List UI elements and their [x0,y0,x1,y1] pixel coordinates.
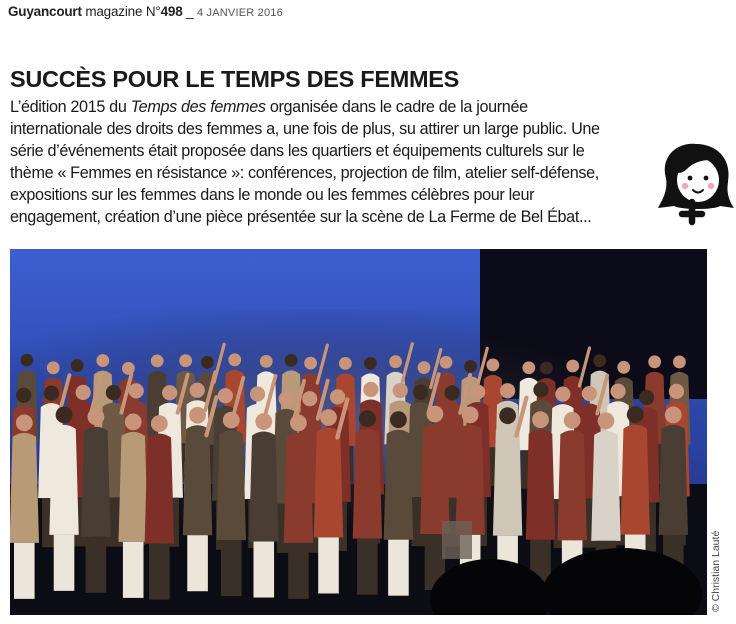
performer-head [566,360,579,373]
performer-head [540,362,553,375]
performer-head [179,354,192,367]
performer-head [413,385,428,400]
issue-prefix: N° [145,4,161,19]
body-line: expositions sur les femmes dans le monde ou les femmes célèbres pour leur [10,186,535,204]
performer-body [314,427,343,537]
performer-legs [288,543,309,599]
performer-legs [54,535,75,591]
performer-head [639,390,654,405]
performer-head [320,409,337,426]
performer-head [533,382,548,397]
performer-head [218,388,233,403]
performer-head [16,414,33,431]
performer-head [418,361,431,374]
body-line: engagement, création d’une pièce présentée sur la scène de La Ferme de Bel Ébat... [10,208,592,226]
performer-head [125,414,142,431]
performer-head [96,354,109,367]
performer-head [279,391,294,406]
issue-number: 498 [160,4,183,19]
performer-legs [149,544,170,600]
performer-head [499,407,516,424]
performer-legs [14,543,35,599]
performer-head [255,413,272,430]
performer-head [16,388,31,403]
performer-body [10,433,39,543]
performer-head [87,408,104,425]
performer-body [49,425,78,535]
performer-head [464,360,477,373]
body-line: série d’événements était proposée dans les quartiers et équipements culturels sur le [10,142,585,160]
performer-body [249,432,278,542]
performer-body [557,430,586,540]
performer-head [393,383,408,398]
performer-head [190,383,205,398]
performer-head [285,354,298,367]
performer-legs [388,540,409,596]
performer-head [260,355,273,368]
event-name-italic: Temps des femmes [130,98,266,116]
header-separator: _ [186,4,194,19]
performer-head [500,383,515,398]
performer-legs [187,535,208,591]
performer-legs [86,537,107,593]
body-line: thème « Femmes en résistance »: conférences, projection de film, atelier self-défense, [10,164,599,182]
performer-head [302,391,317,406]
performer-head [532,411,549,428]
performer-head [445,385,460,400]
performer-head [427,406,444,423]
performer-body [81,427,110,537]
performer-head [627,406,644,423]
stage-photo-image [10,249,707,615]
issue-date: 4 JANVIER 2016 [196,7,283,19]
performer-legs [253,542,274,598]
performer-head [669,384,684,399]
performer-head [151,415,168,432]
performer-body [284,433,313,543]
performer-head [189,407,206,424]
performer-head [598,412,615,429]
performer-head [304,357,317,370]
article-body [10,96,670,228]
performer-head [617,361,630,374]
performer-body [526,430,555,540]
performer-head [339,357,352,370]
performer-head [76,385,91,400]
performer-legs [123,542,144,598]
body-text-segment: L’édition 2015 du [10,98,131,116]
performer-head [440,356,453,369]
performer-head [359,410,376,427]
stage-photo [10,249,707,615]
performer-head [122,362,135,375]
photo-credit: © Christian Lauté [710,530,722,612]
performer-head [71,359,84,372]
performer-legs [318,537,339,593]
performer-body [493,426,522,536]
performer-head [648,355,661,368]
performer-head [330,389,345,404]
performer-body [217,430,246,540]
performer-head [555,386,570,401]
performer-head [106,385,121,400]
performer-head [129,383,144,398]
performer-body [183,425,212,535]
body-line [10,96,670,118]
performer-head [201,356,214,369]
performer-body [119,432,148,542]
magazine-brand: Guyancourt [8,4,82,19]
performer-head [522,361,535,374]
performer-body [145,434,174,544]
woman-symbol-mascot-icon [652,138,736,238]
magazine-label: magazine [85,4,143,19]
performer-head [151,354,164,367]
performer-head [223,412,240,429]
performer-head [364,357,377,370]
performer-head [47,361,60,374]
performer-body [420,424,449,534]
performer-head [56,406,73,423]
performer-head [673,356,686,369]
performer-head [593,354,606,367]
performer-body [621,425,650,535]
performer-head [162,385,177,400]
performer-body [455,425,484,535]
performer-head [665,406,682,423]
article-title: SUCCÈS POUR LE TEMPS DES FEMMES [10,66,460,92]
performer-body [353,429,382,539]
performer-body [384,430,413,540]
performer-legs [357,539,378,595]
performer-body [659,425,688,535]
performer-legs [221,540,242,596]
performer-head [363,382,378,397]
magazine-header [8,4,283,19]
performer-head [250,386,265,401]
body-text-segment: organisée dans le cadre de la journée [265,98,528,116]
performer-head [389,355,402,368]
performer-head [44,386,59,401]
body-line: internationale des droits des femmes a, une fois de plus, su attirer un large public. Une [10,120,600,138]
performer-head [290,414,307,431]
performer-head [390,411,407,428]
performer-head [462,406,479,423]
performer-head [486,358,499,371]
performer-head [610,384,625,399]
performer-head [582,386,597,401]
performer-head [21,354,34,367]
performer-head [228,353,241,366]
performer-body [591,431,620,541]
performer-head [470,384,485,399]
performer-head [564,412,581,429]
